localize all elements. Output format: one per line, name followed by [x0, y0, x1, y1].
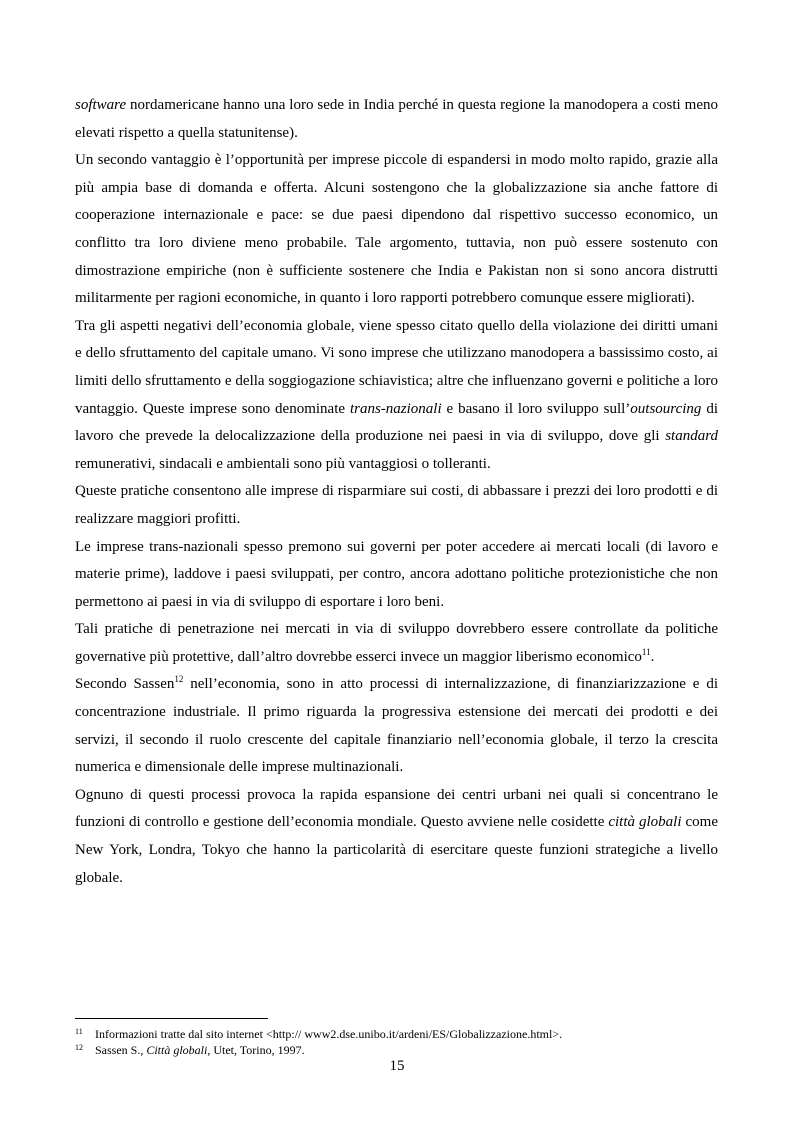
text-run: città globali — [608, 814, 682, 831]
text-run: trans-nazionali — [349, 400, 442, 417]
text-run: e basano il loro sviluppo sull’ — [441, 400, 631, 417]
text-run: . — [650, 648, 655, 665]
footnote-number: 12 — [75, 1043, 83, 1052]
text-run: nell’economia, sono in atto processi di internalizzazione, di finanziarizzazione e di concentrazione industriale. Il primo riguarda la progressiva estensione dei mercati dei prodotti e dei servizi, il secondo il ruolo crescente del capitale finanziario nell’economia globale, il terzo la crescita numerica e dimensionale delle imprese multinazionali. — [75, 676, 718, 776]
text-run: Tra gli aspetti negativi dell’economia globale, viene spesso citato quello della violazione dei diritti umani e dello sfruttamento del capitale umano. Vi sono imprese che utilizzano manodopera a bassissimo costo, ai limiti dello sfruttamento e della soggiogazione schiavistica; altre che influenzano governi e politiche a loro vantaggio. Queste imprese sono denominate — [75, 317, 718, 417]
page-number: 15 — [389, 1058, 405, 1074]
footnote-ref: 11 — [641, 646, 651, 657]
text-run: Ognuno di questi processi provoca la rapida espansione dei centri urbani nei quali si concentrano le funzioni di controllo e gestione dell’economia mondiale. Questo avviene nelle cosidette — [75, 786, 718, 831]
paragraph — [75, 616, 718, 671]
text-run: , Utet, Torino, 1997. — [207, 1043, 305, 1057]
paragraph — [75, 671, 718, 781]
text-run: Queste pratiche consentono alle imprese di risparmiare sui costi, di abbassare i prezzi dei loro prodotti e di realizzare maggiori profitti. — [75, 483, 718, 527]
text-run: Un secondo vantaggio è l’opportunità per imprese piccole di espandersi in modo molto rapido, grazie alla più ampia base di domanda e offerta. Alcuni sostengono che la globalizzazione sia anche fattore di cooperazione internazionale e pace: se due paesi dipendono dal rispettivo successo economico, un conflitto tra loro diviene meno probabile. Tale argomento, tuttavia, non può essere sostenuto con dimostrazione empiriche (non è sufficiente sostenere che India e Pakistan non si sono ancora distrutti militarmente per ragioni economiche, in quanto i loro rapporti potrebbero comunque essere migliorati). — [75, 152, 718, 307]
text-run: come New York, Londra, Tokyo che hanno la particolarità di esercitare queste funzioni strategiche a livello globale. — [75, 814, 719, 886]
body-text — [75, 92, 718, 892]
text-run: Informazioni tratte dal sito internet <http:// www2.dse.unibo.it/ardeni/ES/Globalizzazione.html>. — [95, 1027, 563, 1041]
text-run: Le imprese trans-nazionali spesso premono sui governi per poter accedere ai mercati locali (di lavoro e materie prime), laddove i paesi sviluppati, per contro, ancora adottano politiche protezionistiche che non permettono ai paesi in via di sviluppo di esportare i loro beni. — [75, 538, 718, 610]
footnote-text — [95, 1026, 562, 1042]
paragraph — [75, 313, 718, 479]
footnote-divider — [75, 1018, 268, 1019]
text-run: Sassen S., — [95, 1043, 147, 1057]
paragraph — [75, 782, 718, 892]
footnote-text — [95, 1042, 305, 1058]
text-run: Secondo Sassen — [75, 676, 175, 693]
footnote-number: 11 — [75, 1027, 83, 1036]
text-run: standard — [665, 428, 718, 445]
paragraph — [75, 534, 718, 617]
footnotes — [75, 1026, 718, 1058]
text-run: Tali pratiche di penetrazione nei mercati in via di sviluppo dovrebbero essere controllate da politiche governative più protettive, dall’altro dovrebbe esserci invece un maggior liberismo economico — [75, 621, 718, 665]
text-run: di lavoro che prevede la delocalizzazione della produzione nei paesi in via di sviluppo, dove gli — [75, 400, 718, 445]
footnote — [75, 1042, 718, 1058]
text-run: Città globali — [146, 1043, 208, 1057]
footnote — [75, 1026, 718, 1042]
text-run: nordamericane hanno una loro sede in India perché in questa regione la manodopera a costi meno elevati rispetto a quella statunitense). — [75, 97, 718, 141]
paragraph — [75, 478, 718, 533]
text-run: remunerativi, sindacali e ambientali sono più vantaggiosi o tolleranti. — [75, 455, 491, 472]
text-run: software — [75, 97, 127, 113]
paragraph — [75, 92, 718, 147]
paragraph — [75, 147, 718, 313]
text-run: outsourcing — [630, 400, 702, 417]
footnote-ref: 12 — [174, 674, 184, 685]
